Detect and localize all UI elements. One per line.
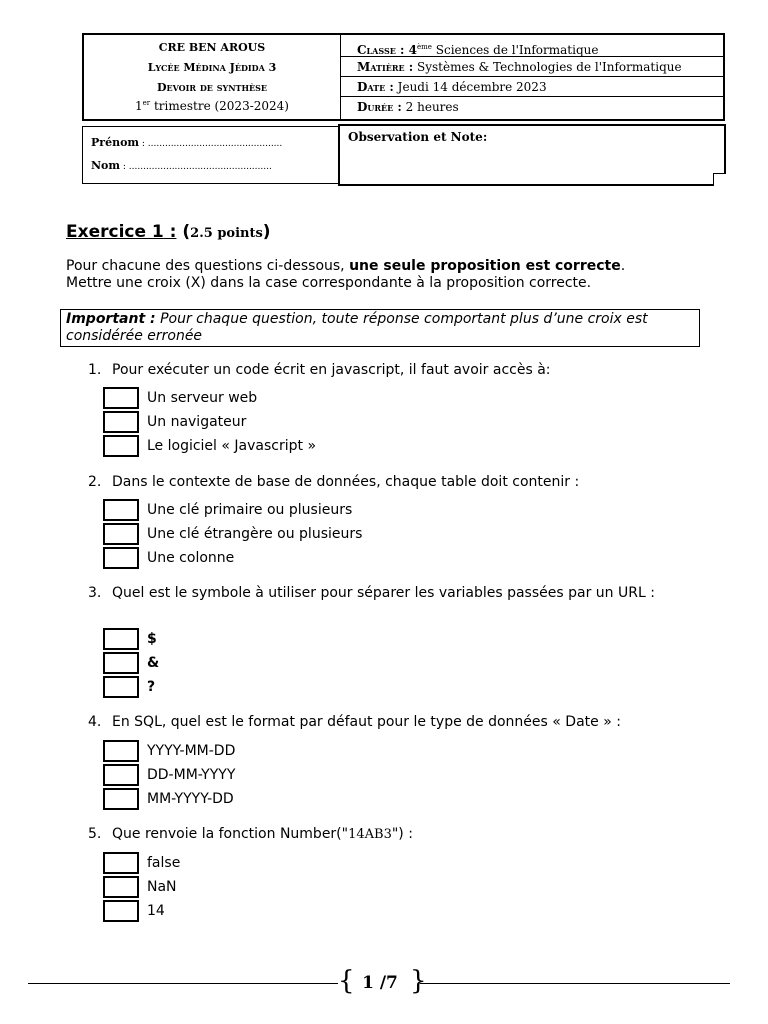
option-q1-c: Le logiciel « Javascript » — [147, 438, 317, 454]
instruction-line-2: Mettre une croix (X) dans la case correspondante à la proposition correcte. — [66, 275, 592, 291]
checkbox-q3-c[interactable] — [103, 676, 139, 698]
option-q1-a: Un serveur web — [147, 390, 258, 406]
footer-line-left — [28, 983, 338, 984]
option-q3-a: $ — [147, 631, 157, 647]
checkbox-q4-c[interactable] — [103, 788, 139, 810]
checkbox-q4-b[interactable] — [103, 764, 139, 786]
option-q4-c: MM-YYYY-DD — [147, 791, 234, 807]
school-cre: CRE BEN AROUS — [158, 41, 266, 54]
option-q3-c: ? — [147, 679, 156, 695]
checkbox-q1-b[interactable] — [103, 411, 139, 433]
checkbox-q1-a[interactable] — [103, 387, 139, 409]
question-3: 3. Quel est le symbole à utiliser pour séparer les variables passées par un URL : — [88, 585, 655, 601]
option-q4-b: DD-MM-YYYY — [147, 767, 236, 783]
page-number: 1 /7 — [362, 973, 398, 993]
option-q4-a: YYYY-MM-DD — [147, 743, 236, 759]
important-note: Important : Pour chaque question, toute réponse comportant plus d’une croix est considérée erronée — [60, 309, 700, 347]
nom-field[interactable]: Nom : .................................................. — [91, 159, 272, 172]
school-lycee: Lycée Médina Jédida 3 — [147, 61, 277, 74]
matiere-row: Matière : Systèmes & Technologies de l'Informatique — [341, 57, 723, 77]
duree-row: Durée : 2 heures — [357, 100, 459, 114]
student-box — [82, 126, 340, 184]
checkbox-q5-a[interactable] — [103, 852, 139, 874]
checkbox-q1-c[interactable] — [103, 435, 139, 457]
instruction-line-1: Pour chacune des questions ci-dessous, une seule proposition est correcte. — [66, 258, 626, 274]
trimester: 1er trimestre (2023-2024) — [135, 99, 289, 113]
checkbox-q5-c[interactable] — [103, 900, 139, 922]
option-q3-b: & — [147, 655, 160, 671]
question-1: 1. Pour exécuter un code écrit en javascript, il faut avoir accès à: — [88, 362, 551, 378]
page-fold-icon — [713, 173, 726, 186]
option-q2-b: Une clé étrangère ou plusieurs — [147, 526, 363, 542]
footer-line-right — [420, 983, 730, 984]
checkbox-q5-b[interactable] — [103, 876, 139, 898]
question-5: 5. Que renvoie la fonction Number("14AB3") : — [88, 826, 413, 842]
option-q2-a: Une clé primaire ou plusieurs — [147, 502, 353, 518]
checkbox-q2-b[interactable] — [103, 523, 139, 545]
observation-box — [338, 124, 726, 186]
header-table — [82, 33, 725, 121]
option-q1-b: Un navigateur — [147, 414, 247, 430]
option-q2-c: Une colonne — [147, 550, 235, 566]
option-q5-c: 14 — [147, 903, 165, 919]
checkbox-q4-a[interactable] — [103, 740, 139, 762]
prenom-field[interactable]: Prénom : ............................................... — [91, 136, 283, 149]
observation-label: Observation et Note: — [348, 130, 488, 144]
classe-row: Classe : 4ème Sciences de l'Informatique — [341, 37, 723, 57]
date-row: Date : Jeudi 14 décembre 2023 — [341, 77, 723, 97]
checkbox-q3-a[interactable] — [103, 628, 139, 650]
question-2: 2. Dans le contexte de base de données, chaque table doit contenir : — [88, 474, 580, 490]
exercise-title: Exercice 1 : (2.5 points) — [66, 222, 271, 242]
instructions — [66, 258, 625, 292]
exam-type: Devoir de synthèse — [156, 81, 268, 94]
footer-brace-left: { — [338, 966, 355, 996]
footer-brace-right: } — [410, 966, 427, 996]
checkbox-q2-c[interactable] — [103, 547, 139, 569]
school-info — [84, 35, 341, 119]
checkbox-q3-b[interactable] — [103, 652, 139, 674]
option-q5-a: false — [147, 855, 181, 871]
question-4: 4. En SQL, quel est le format par défaut pour le type de données « Date » : — [88, 714, 621, 730]
checkbox-q2-a[interactable] — [103, 499, 139, 521]
option-q5-b: NaN — [147, 879, 177, 895]
